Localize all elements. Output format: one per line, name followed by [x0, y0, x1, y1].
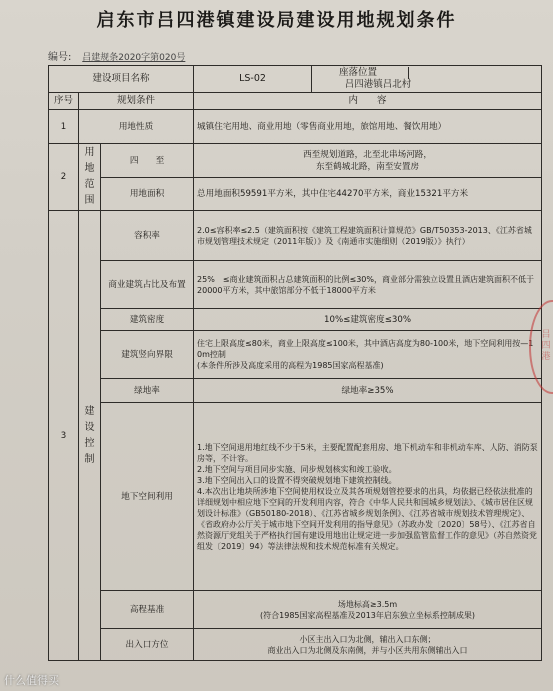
commercial-content: 25% ≤商业建筑面积占总建筑面积的比例≤30%，商业部分需独立设置且酒店建筑面积不低于20000平方米，其中旅馆部分不低于18000平方米	[194, 261, 542, 309]
land-area-content: 总用地面积59591平方米，其中住宅44270平方米，商业15321平方米	[194, 178, 542, 211]
location-label: 座落位置	[312, 67, 409, 79]
table-row-underground	[49, 403, 542, 591]
far-item: 容积率	[101, 211, 194, 261]
doc-number-label: 编号:	[48, 52, 72, 63]
height-content	[194, 331, 542, 379]
land-use-content: 城镇住宅用地、商业用地（零售商业用地，旅馆用地、餐饮用地）	[194, 110, 542, 144]
group-char: 围	[84, 195, 95, 206]
table-row-far	[49, 211, 542, 261]
density-content: 10%≤建筑密度≤30%	[194, 309, 542, 331]
row-no: 3	[49, 211, 79, 661]
far-content: 2.0≤容积率≤2.5（建筑面积按《建筑工程建筑面积计算规范》GB/T50353-2013、《江苏省城市规划管理技术规定（2011年版）》及《南通市实施细则（2019版）》执行）	[194, 211, 542, 261]
group-char: 制	[84, 453, 95, 465]
document-title: 启东市吕四港镇建设局建设用地规划条件	[96, 10, 457, 31]
col-item-header: 规划条件	[79, 93, 194, 110]
group-char: 设	[84, 421, 95, 433]
access-line: 小区主出入口为北侧，辅出入口东侧；	[299, 634, 436, 644]
group-char: 控	[84, 437, 95, 449]
boundaries-line: 西至规划道路，北至北串场河路，	[303, 149, 432, 160]
elevation-item: 高程基准	[101, 591, 194, 629]
group-char: 范	[84, 179, 95, 190]
row-no: 1	[49, 110, 79, 144]
green-content: 绿地率≥35%	[194, 379, 542, 403]
land-range-group	[79, 144, 101, 211]
row-no: 2	[49, 144, 79, 211]
table-row-height	[49, 331, 542, 379]
underground-line: 3.地下空间出入口的设置不得突破规划地下建筑控制线。	[197, 475, 397, 485]
height-item: 建筑竖向界限	[101, 331, 194, 379]
height-line: 住宅上限高度≤80米，商业上限高度≤100米，其中酒店高度为80-100米，地下空间利用按—10m控制	[197, 339, 534, 359]
col-content-header: 内 容	[194, 93, 542, 110]
underground-line: 1.地下空间退用地红线不少于5米，主要配置配套用房、地下机动车和非机动车库、人防、消防泵房等，不计容。	[197, 442, 538, 463]
construction-control-group	[79, 211, 101, 661]
stamp-text: 吕四港	[541, 330, 551, 362]
elevation-note: (符合1985国家高程基准及2013年启东独立坐标系控制成果)	[260, 610, 476, 620]
doc-number-value: 吕建规条2020字第020号	[82, 53, 186, 63]
document-number	[48, 48, 185, 63]
land-area-item: 用地面积	[101, 178, 194, 211]
density-item: 建筑密度	[101, 309, 194, 331]
table-row-land-use	[49, 110, 542, 144]
boundaries-item: 四 至	[101, 144, 194, 178]
group-char: 用	[84, 147, 95, 158]
commercial-item: 商业建筑占比及布置	[101, 261, 194, 309]
boundaries-line: 东至鹤城北路，南至安置房	[315, 161, 420, 172]
location-value: 吕四港镇吕北村	[344, 79, 412, 90]
location-cell	[312, 66, 542, 93]
table-row-access	[49, 629, 542, 661]
table-row-density	[49, 309, 542, 331]
green-item: 绿地率	[101, 379, 194, 403]
underground-line: 4.本次出让地块所涉地下空间使用权设立及其各项规划管控要求的出具，均依据已经依法批准的详细规划中相应地下空间的开发利用内容，符合《中华人民共和国城乡规划法》、《城市居住区规划设计标准》（GB50180-2018）、《江苏省城乡规划条例》、《江苏省城市规划技术管理规定》、《省政府办公厅关于城市地下空间开发利用的指导意见》（苏政办发〔2020〕58号）、《江苏省自然资源厅党组关于严格执行国有建设用地出让规定进一步加强监管监督工作的意见》（苏自然资党组发〔2019〕94）等法律法规和技术规范标准有关规定。	[197, 486, 538, 551]
land-use-item: 用地性质	[79, 110, 194, 144]
underground-line: 2.地下空间与项目同步实施、同步规划核实和竣工验收。	[197, 464, 397, 474]
project-row	[49, 66, 542, 93]
boundaries-content	[194, 144, 542, 178]
table-row-land-area	[49, 178, 542, 211]
access-content	[194, 629, 542, 661]
elevation-line: 场地标高≥3.5m	[337, 599, 398, 609]
group-char: 地	[84, 163, 95, 174]
underground-content	[194, 403, 542, 591]
table-row-elevation	[49, 591, 542, 629]
project-name-value: LS-02	[194, 66, 312, 93]
underground-item: 地下空间利用	[101, 403, 194, 591]
height-note: (本条件所涉及高度采用的高程为1985国家高程基准)	[197, 361, 384, 370]
elevation-content	[194, 591, 542, 629]
group-char: 建	[84, 405, 95, 417]
project-name-label: 建设项目名称	[49, 66, 194, 93]
table-row-commercial	[49, 261, 542, 309]
table-row-green	[49, 379, 542, 403]
watermark: 什么值得买	[4, 674, 59, 687]
col-no-header: 序号	[49, 93, 79, 110]
access-item: 出入口方位	[101, 629, 194, 661]
header-row	[49, 93, 542, 110]
access-line: 商业出入口为北侧及东南侧，并与小区共用东侧辅出入口	[267, 645, 468, 655]
table-row-boundaries	[49, 144, 542, 178]
planning-conditions-table	[48, 65, 542, 661]
